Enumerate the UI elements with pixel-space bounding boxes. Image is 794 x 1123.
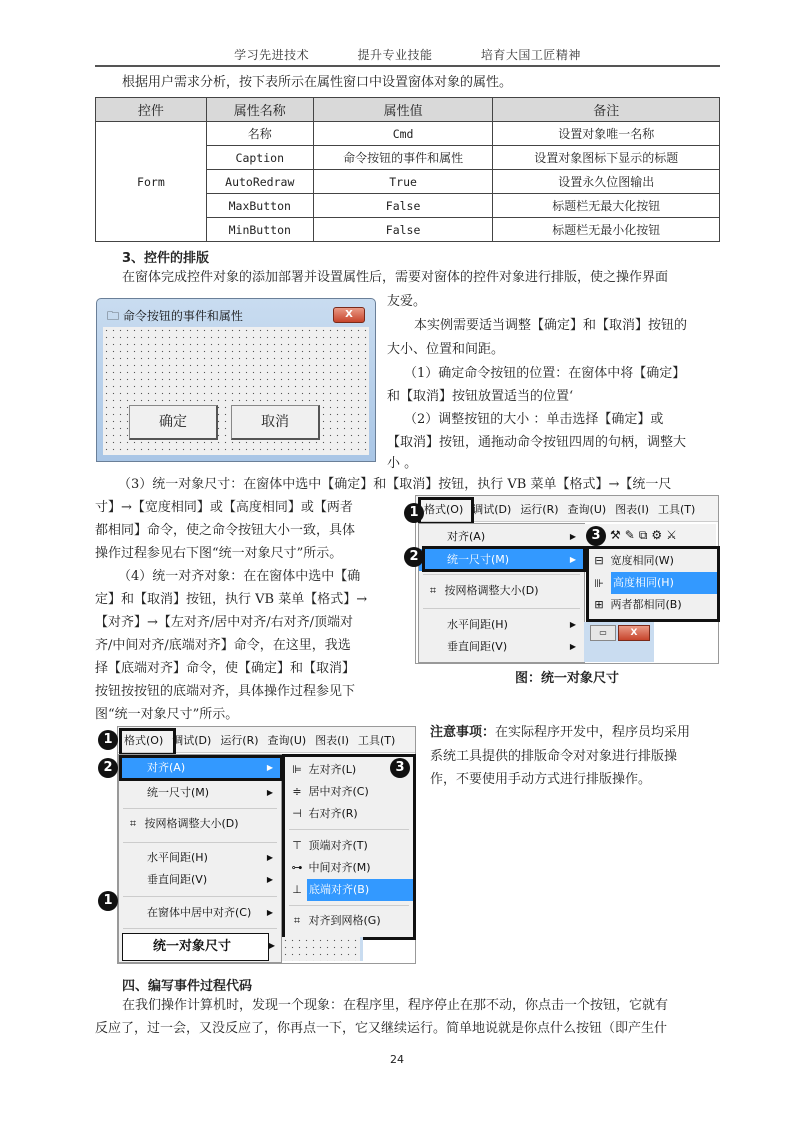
- property-note: 标题栏无最小化按钮: [493, 218, 720, 242]
- paragraph: （2）调整按钮的大小 ：单击选择【确定】或: [404, 412, 664, 427]
- paragraph: 操作过程参见右下图“统一对象尺寸”所示。: [95, 546, 343, 561]
- format-menu: [418, 523, 585, 663]
- table-header: 属性值: [313, 98, 493, 122]
- paragraph: （3）统一对象尺寸：在窗体中选中【确定】和【取消】按钮，执行 VB 菜单【格式】→【统一尺: [118, 477, 672, 492]
- menu-format[interactable]: 格式(O): [124, 733, 164, 747]
- figure-align: [103, 726, 416, 964]
- page-number: 24: [390, 1053, 404, 1066]
- close-button[interactable]: X: [333, 307, 365, 323]
- grid-align-icon: ⌗: [293, 914, 301, 927]
- table-header: 属性名称: [206, 98, 313, 122]
- property-name: MaxButton: [206, 194, 313, 218]
- restore-button[interactable]: ▭: [590, 625, 616, 641]
- highlight-box: [119, 755, 283, 781]
- paragraph: 【对齐】→【左对齐/居中对齐/右对齐/顶端对: [95, 615, 354, 630]
- table-header-row: [96, 98, 720, 122]
- menu-chart[interactable]: 图表(I): [615, 502, 650, 516]
- intro-text: 根据用户需求分析，按下表所示在属性窗口中设置窗体对象的属性。: [122, 75, 513, 90]
- form-title-text: 命令按钮的事件和属性: [122, 309, 243, 323]
- ok-button[interactable]: 确定: [129, 405, 218, 440]
- property-note: 设置永久位图输出: [493, 170, 720, 194]
- menu-item-horizontal-spacing[interactable]: 水平间距(H) ▶: [147, 851, 273, 864]
- align-middle-icon: ⊶: [291, 861, 303, 874]
- paragraph: 友爱。: [387, 294, 427, 309]
- paragraph: 寸】→【宽度相同】或【高度相同】或【两者: [95, 500, 353, 515]
- paragraph: 大小、位置和间距。: [387, 342, 505, 357]
- table-header: 备注: [493, 98, 720, 122]
- same-height-icon: ⊪: [594, 577, 604, 590]
- align-top-icon: ⊤: [292, 839, 302, 852]
- align-right-icon: ⊣: [292, 807, 302, 820]
- note-label: 注意事项：: [430, 725, 496, 740]
- form-canvas: [103, 327, 369, 455]
- header-slogan: 学习先进技术: [234, 48, 310, 62]
- menu-debug[interactable]: 调试(D): [172, 733, 212, 747]
- align-submenu: [282, 754, 416, 940]
- table-header: 控件: [96, 98, 207, 122]
- step-badge: 2: [404, 547, 424, 567]
- figure-uniform-size: [409, 495, 719, 664]
- note-text: 在实际程序开发中，程序员均采用: [495, 725, 691, 740]
- menu-chart[interactable]: 图表(I): [315, 733, 350, 747]
- paragraph: （1）确定命令按钮的位置：在窗体中将【确定】: [404, 366, 686, 381]
- menu-item-same-height[interactable]: 高度相同(H): [611, 572, 717, 594]
- step-badge: 3: [586, 526, 606, 546]
- control-cell: Form: [96, 122, 207, 242]
- paragraph: 本实例需要适当调整【确定】和【取消】按钮的: [414, 318, 688, 333]
- paragraph: 和【取消】按钮放置适当的位置‘: [387, 389, 574, 404]
- divider: [423, 574, 580, 575]
- menu-item-vertical-spacing[interactable]: 垂直间距(V) ▶: [447, 640, 576, 653]
- menu-item-align-middle[interactable]: ⊶ 中间对齐(M): [285, 857, 413, 879]
- paragraph: 反应了，过一会，又没反应了，你再点一下，它又继续运行。简单地说就是你点什么按钮（即产生什: [95, 1021, 668, 1036]
- divider: [423, 608, 580, 609]
- menu-item-align-to-grid[interactable]: ⌗ 对齐到网格(G): [285, 910, 413, 932]
- same-width-icon: ⊟: [594, 554, 604, 567]
- form-canvas-fragment: [282, 937, 363, 961]
- property-value: False: [313, 218, 493, 242]
- step-badge: 1: [404, 503, 424, 523]
- divider: [123, 808, 277, 809]
- property-name: 名称: [206, 122, 313, 146]
- format-menu: [118, 754, 282, 963]
- menu-debug[interactable]: 调试(D): [472, 502, 512, 516]
- paragraph: 在我们操作计算机时，发现一个现象：在程序里，程序停止在那不动，你点击一个按钮，它就有: [122, 998, 669, 1013]
- step-badge: 1: [98, 891, 118, 911]
- highlight-box: [418, 497, 474, 525]
- menu-item-same-both[interactable]: ⊞ 两者都相同(B): [589, 594, 717, 616]
- note-text: 系统工具提供的排版命令对对象进行排版操: [430, 749, 678, 764]
- paragraph: 【取消】按钮，通拖动命令按钮四周的句柄，调整大: [387, 435, 687, 450]
- property-name: MinButton: [206, 218, 313, 242]
- menu-item-horizontal-spacing[interactable]: 水平间距(H) ▶: [447, 618, 576, 631]
- figure-caption: 图：统一对象尺寸: [515, 671, 620, 686]
- paragraph: 图“统一对象尺寸”所示。: [95, 707, 239, 722]
- property-note: 设置对象唯一名称: [493, 122, 720, 146]
- menu-item-align-center[interactable]: ≑ 居中对齐(C): [285, 781, 413, 803]
- paragraph: 在窗体完成控件对象的添加部署并设置属性后，需要对窗体的控件对象进行排版，使之操作界面: [122, 270, 669, 285]
- step-badge: 1: [98, 730, 118, 750]
- divider: [123, 928, 277, 929]
- table-row: [96, 122, 720, 146]
- close-button[interactable]: X: [618, 625, 650, 641]
- header-rule: [95, 65, 720, 67]
- paragraph: 齐/中间对齐/底端对齐】命令，在这里，我选: [95, 638, 351, 653]
- divider: [123, 896, 277, 897]
- note-line: [430, 721, 690, 745]
- menu-item-align-left[interactable]: ⊫ 左对齐(L): [285, 759, 413, 781]
- menu-item-align[interactable]: 对齐(A) ▶: [447, 530, 576, 543]
- menu-run[interactable]: 运行(R): [220, 733, 259, 747]
- divider: [289, 905, 409, 906]
- form-titlebar-fragment: [584, 622, 654, 662]
- align-left-icon: ⊫: [292, 763, 302, 776]
- menu-item-align-right[interactable]: ⊣ 右对齐(R): [285, 803, 413, 825]
- paragraph: （4）统一对齐对象：在在窗体中选中【确: [118, 569, 361, 584]
- menu-item-vertical-spacing[interactable]: 垂直间距(V) ▶: [147, 873, 273, 886]
- section-title: 3、控件的排版: [122, 251, 210, 266]
- menu-item-align-bottom[interactable]: 底端对齐(B): [307, 879, 413, 901]
- align-bottom-icon: ⊥: [292, 883, 302, 896]
- menu-run[interactable]: 运行(R): [520, 502, 559, 516]
- vb-form-window: [96, 298, 376, 462]
- cancel-button[interactable]: 取消: [231, 405, 320, 440]
- chevron-right-icon: ▶: [268, 941, 275, 950]
- paragraph: 小 。: [387, 456, 418, 471]
- highlight-box: [119, 728, 176, 756]
- form-title: 🗀 命令按钮的事件和属性: [107, 309, 243, 323]
- menu-item-size-to-grid[interactable]: ⌗ 按网格调整大小(D): [419, 580, 584, 602]
- paragraph: 都相同】命令，使之命令按钮大小一致，具体: [95, 523, 356, 538]
- toolbar-icon[interactable]: ⚒✎⧉⚙⚔: [610, 528, 681, 542]
- menu-tools[interactable]: 工具(T): [358, 733, 396, 747]
- menu-item-center-in-form[interactable]: 在窗体中居中对齐(C) ▶: [147, 906, 273, 919]
- section-title: 四、编写事件过程代码: [122, 979, 253, 994]
- property-value: True: [313, 170, 493, 194]
- divider: [123, 842, 277, 843]
- header-slogan: 提升专业技能: [357, 48, 433, 62]
- property-name: AutoRedraw: [206, 170, 313, 194]
- highlight-box: [422, 546, 586, 572]
- align-center-icon: ≑: [292, 785, 302, 798]
- property-note: 标题栏无最大化按钮: [493, 194, 720, 218]
- grid-size-icon: ⌗: [429, 584, 437, 597]
- menu-query[interactable]: 查询(U): [567, 502, 607, 516]
- divider: [289, 829, 409, 830]
- property-note: 设置对象图标下显示的标题: [493, 146, 720, 170]
- property-value: 命令按钮的事件和属性: [313, 146, 493, 170]
- uniform-size-submenu: [586, 546, 720, 622]
- property-value: Cmd: [313, 122, 493, 146]
- step-badge: 3: [390, 758, 410, 778]
- paragraph: 按钮按按钮的底端对齐，具体操作过程参见下: [95, 684, 356, 699]
- step-badge: 2: [98, 758, 118, 778]
- menu-item-align[interactable]: 对齐(A) ▶: [119, 757, 281, 779]
- menu-item-same-width[interactable]: ⊟ 宽度相同(W): [589, 550, 717, 572]
- properties-table: [95, 97, 720, 242]
- menu-tools[interactable]: 工具(T): [658, 502, 696, 516]
- paragraph: 定】和【取消】按钮，执行 VB 菜单【格式】→: [95, 592, 368, 607]
- note-text: 作，不要使用手动方式进行排版操作。: [430, 772, 652, 787]
- menu-format[interactable]: 格式(O): [424, 502, 464, 516]
- property-value: False: [313, 194, 493, 218]
- grid-size-icon: ⌗: [129, 817, 137, 830]
- menu-item-uniform-object-size[interactable]: 统一对象尺寸: [122, 933, 269, 961]
- menu-query[interactable]: 查询(U): [267, 733, 307, 747]
- menu-item-uniform-size[interactable]: 统一尺寸(M) ▶: [147, 786, 273, 799]
- page-header: [95, 46, 720, 63]
- property-name: Caption: [206, 146, 313, 170]
- header-slogan: 培育大国工匠精神: [480, 48, 581, 62]
- menu-item-align-top[interactable]: ⊤ 顶端对齐(T): [285, 835, 413, 857]
- menu-item-uniform-size[interactable]: 统一尺寸(M) ▶: [419, 549, 584, 571]
- menu-item-size-to-grid[interactable]: ⌗ 按网格调整大小(D): [119, 813, 281, 835]
- same-both-icon: ⊞: [594, 598, 604, 611]
- paragraph: 择【底端对齐】命令，使【确定】和【取消】: [95, 661, 356, 676]
